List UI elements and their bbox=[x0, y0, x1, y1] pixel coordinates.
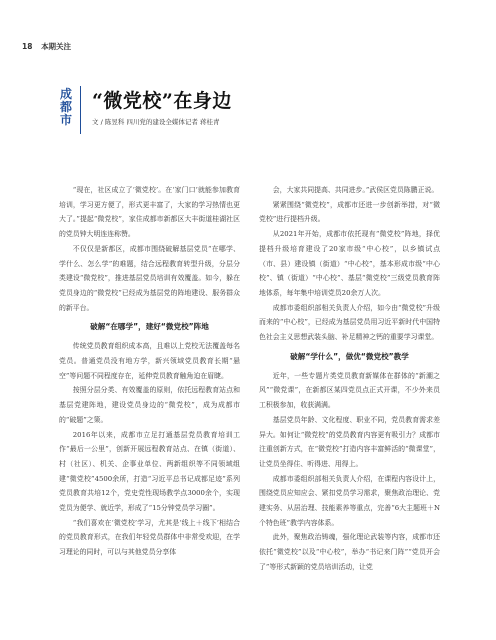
paragraph: 2016年以来，成都市立足打通基层党员教育培训工作“最后一公里”，创新开展远程教育站点、在镇（街道）、村（社区）、机关、企事业单位、两新组织等不同领域组建“微党校”4500余所，打造“习近平总书记成都足迹”系列党员教育共培12个，党史党性现场教学点3000余个，实现党员为便学、就近学，形成了“15分钟党员学习圈”。 bbox=[59, 430, 240, 513]
section-heading: 破解“在哪学”，建好“微党校”阵地 bbox=[90, 322, 209, 332]
right-column bbox=[259, 183, 440, 575]
paragraph: “我们喜欢在‘微党校’学习，尤其是‘线上＋线下’相结合的党员教育形式，在我们年轻党员群体中非常受欢迎，在学习理论的同时，可以与其他党员分享体 bbox=[59, 518, 240, 557]
paragraph: 基层党员年龄、文化程度、职业不同，党员教育需求差异大。如何让“微党校”的党员教育内容更有吸引力？成都市注重创新方式，在“微党校”打造内容丰富鲜活的“微课堂”，让党员坐得住、听得进、用得上。 bbox=[259, 415, 440, 468]
paragraph: 此外，聚焦政治铸魂，强化理论武装等内容，成都市还依托“微党校”以及“中心校”，举办“书记来门阵”“党员开会了”等形式新颖的党员培训活动，让党 bbox=[259, 533, 440, 571]
section-label: 本期关注 bbox=[41, 42, 72, 51]
paragraph: 成都市委组织部相关负责人介绍，如今由“微党校”升级而来的“中心校”，已经成为基层党员用习近平新时代中国特色社会主义思想武装头脑、补足精神之钙的重要学习课堂。 bbox=[259, 303, 440, 342]
city-char: 都 bbox=[60, 100, 73, 114]
page-header bbox=[22, 41, 71, 52]
city-label bbox=[60, 88, 72, 127]
page-number: 18 bbox=[22, 42, 33, 51]
article-title: “微党校”在身边 bbox=[92, 90, 232, 112]
section-heading: 破解“学什么”，做优“微党校”教学 bbox=[290, 351, 409, 361]
paragraph: 不仅仅是新都区，成都市围绕破解基层党员“在哪学、学什么、怎么学”的难题，结合远程教育转型升级，分层分类建设“微党校”，推进基层党员培训有效覆盖。如今，躲在党员身边的“微党校”已经成为基层党的阵地建设、服务群众的新平台。 bbox=[59, 244, 240, 312]
title-divider bbox=[80, 86, 81, 134]
paragraph: 从2021年开始，成都市依托现有“微党校”阵地，择优提档升级培育建设了20家市级“中心校”，以乡镇试点（市、县）建设镇（街道）“中心校”，基本形成市级“中心校”、镇（街道）“中心校”、基层“微党校”三级党员教育阵地体系，每年集中培训党员20余万人次。 bbox=[259, 230, 440, 297]
paragraph: 传统党员教育组织成本高，且难以上党校无法覆盖每名党员。普通党员没有地方学，新兴领域党员教育长期“悬空”等问题不同程度存在，延伸党员教育触角迫在眉睫。 bbox=[59, 342, 240, 380]
paragraph: 成都市委组织部相关负责人介绍，在课程内容设计上，围绕党员应知应会、紧扣党员学习需求，聚焦政治理论、党建实务、从居治理、技能素养等重点，完善“6大主题班＋N个特色班”教学内容体系。 bbox=[259, 474, 440, 527]
paragraph: 按照分层分类、有效覆盖的原则，依托远程教育站点和基层党建阵地，建设党员身边的“微党校”，成为成都市的“破题”之策。 bbox=[59, 386, 240, 424]
city-char: 市 bbox=[60, 113, 73, 127]
paragraph: “现在，社区成立了‘微党校’。在‘家门口’就能参加教育培训，学习更方便了，形式更丰富了，大家的学习热情也更大了。”提起“微党校”，家住成都市新都区大丰街道桂湖社区的党员钟大明连连称赞。 bbox=[59, 186, 240, 239]
paragraph: 会，大家共同提高、共同进步。”武侯区党员陈鹏正说。 bbox=[272, 186, 439, 194]
city-char: 成 bbox=[60, 87, 73, 101]
paragraph: 近年，一些专题片类党员教育新媒体在群体的“新潮之风”“微党课”，在新都区某四党员点正式开课，不少外来员工积极参加，收获满满。 bbox=[259, 371, 440, 410]
paragraph: 紧紧围绕“微党校”，成都市还进一步创新举措，对“微党校”进行提档升级。 bbox=[259, 200, 440, 224]
byline: 文 / 陈昱科 四川党的建设全媒体记者 蒋桂青 bbox=[92, 118, 220, 126]
left-column bbox=[59, 183, 240, 560]
